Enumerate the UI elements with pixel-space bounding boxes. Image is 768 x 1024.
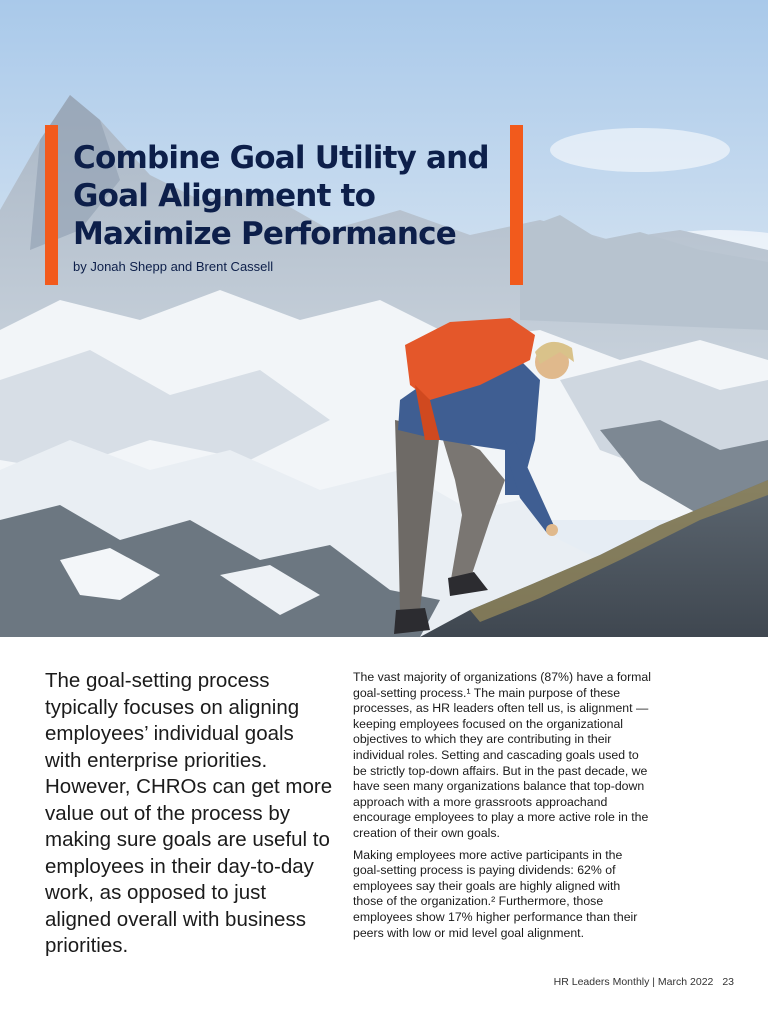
body-paragraph-1: The vast majority of organizations (87%) have a formal goal-setting process.¹ The main purpose of these processes, as HR leaders often tell us, is alignment — keeping employees focused on the organizational objectives to which they are contributing in their individual roles. Setting and cascading goals used to be strictly top-down affairs. But in the past decade, we have seen many organizations balance that top-down approach with a more grassroots approachand encourage employees to play a more active role in the creation of their own goals. (353, 670, 651, 840)
title-block (45, 125, 525, 285)
article-title: Combine Goal Utility and Goal Alignment to Maximize Performance (73, 140, 489, 252)
accent-bar-left (45, 125, 58, 285)
article-byline: by Jonah Shepp and Brent Cassell (73, 259, 274, 274)
page-footer (548, 976, 734, 988)
pull-quote: The goal-setting process typically focuses on aligning employees’ individual goals with enterprise priorities. However, CHROs can get more value out of the process by making sure goals are useful to employees in their day-to-day work, as opposed to just aligned overall with business priorities. (45, 669, 333, 957)
footer-publication: HR Leaders Monthly | March 2022 (553, 976, 714, 988)
article-body (353, 670, 653, 947)
footer-page-number: 23 (722, 976, 734, 988)
body-paragraph-2: Making employees more active participants in the goal-setting process is paying dividends: 62% of employees say their goals are highly aligned with those of the organization.² Furthermore, those employees show 17% higher performance than their peers with low or mid level goal alignment. (353, 847, 638, 940)
